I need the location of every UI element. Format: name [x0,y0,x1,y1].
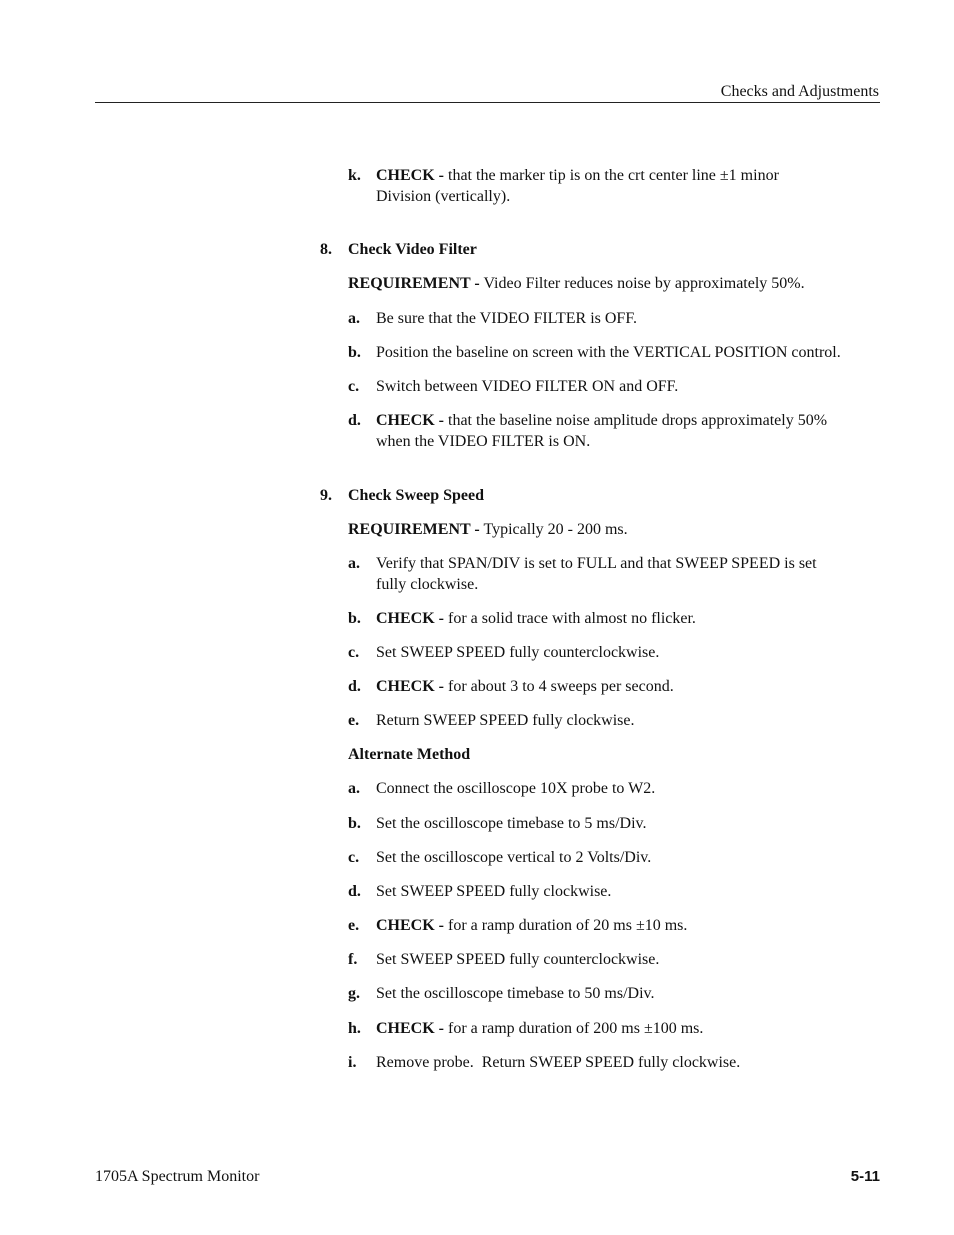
requirement-text: Video Filter reduces noise by approximately 50%. [483,275,805,292]
check-label: CHECK - [376,678,444,695]
step-label: b. [348,344,361,361]
step-label: c. [348,378,360,395]
step-text [376,410,886,431]
step-label: b. [348,815,361,832]
requirement-label: REQUIREMENT - [348,275,480,292]
step-label: c. [348,849,360,866]
step-label: a. [348,310,360,327]
footer-title: 1705A Spectrum Monitor [95,1168,260,1185]
check-label: CHECK - [376,610,444,627]
requirement [348,519,628,540]
page-number: 5-11 [850,1168,880,1185]
step-text-line1: that the marker tip is on the crt center line ±1 minor [448,167,779,184]
running-header: Checks and Adjustments [720,83,879,100]
step-text-line1: for a ramp duration of 200 ms ±100 ms. [448,1020,704,1037]
step-text: Verify that SPAN/DIV is set to FULL and that SWEEP SPEED is set [376,555,817,572]
step-text-line1: for about 3 to 4 sweeps per second. [448,678,674,695]
step-text-line2: Division (vertically). [376,188,511,205]
subsection-title: Alternate Method [348,746,471,763]
header-rule [95,102,880,103]
step-text: Set the oscilloscope timebase to 50 ms/Div. [376,985,655,1002]
step-label: d. [348,412,361,429]
step-text [376,165,886,186]
step-text: Set SWEEP SPEED fully clockwise. [376,883,612,900]
check-label: CHECK - [376,167,444,184]
step-text: Set SWEEP SPEED fully counterclockwise. [376,951,660,968]
step-text: Remove probe. Return SWEEP SPEED fully clockwise. [376,1054,741,1071]
step-label: d. [348,678,361,695]
check-label: CHECK - [376,412,444,429]
check-label: CHECK - [376,1020,444,1037]
step-text: Set the oscilloscope vertical to 2 Volts/Div. [376,849,652,866]
section-number: 8. [320,241,332,258]
requirement [348,273,805,294]
step-text [376,676,886,697]
step-text-line1: for a ramp duration of 20 ms ±10 ms. [448,917,688,934]
step-label: a. [348,780,360,797]
step-text [376,915,886,936]
step-text: Position the baseline on screen with the VERTICAL POSITION control. [376,344,841,361]
step-label: e. [348,712,360,729]
step-label: h. [348,1020,361,1037]
section-title: Check Video Filter [348,241,477,258]
step-label: g. [348,985,360,1002]
step-text: Set the oscilloscope timebase to 5 ms/Div. [376,815,647,832]
step-text-line2: when the VIDEO FILTER is ON. [376,433,591,450]
step-text: Return SWEEP SPEED fully clockwise. [376,712,635,729]
step-label: b. [348,610,361,627]
section-number: 9. [320,487,332,504]
step-label: d. [348,883,361,900]
step-text-line1: that the baseline noise amplitude drops approximately 50% [448,412,828,429]
step-text [376,608,886,629]
step-text [376,1018,886,1039]
section-title: Check Sweep Speed [348,487,485,504]
step-label: i. [348,1054,357,1071]
requirement-text: Typically 20 - 200 ms. [483,521,628,538]
step-text-line2: fully clockwise. [376,576,479,593]
check-label: CHECK - [376,917,444,934]
step-text: Set SWEEP SPEED fully counterclockwise. [376,644,660,661]
requirement-label: REQUIREMENT - [348,521,480,538]
step-label: e. [348,917,360,934]
step-label: k. [348,167,361,184]
step-text: Switch between VIDEO FILTER ON and OFF. [376,378,679,395]
step-text: Be sure that the VIDEO FILTER is OFF. [376,310,637,327]
step-label: a. [348,555,360,572]
step-text-line1: for a solid trace with almost no flicker. [448,610,696,627]
step-label: c. [348,644,360,661]
step-label: f. [348,951,358,968]
step-text: Connect the oscilloscope 10X probe to W2. [376,780,656,797]
